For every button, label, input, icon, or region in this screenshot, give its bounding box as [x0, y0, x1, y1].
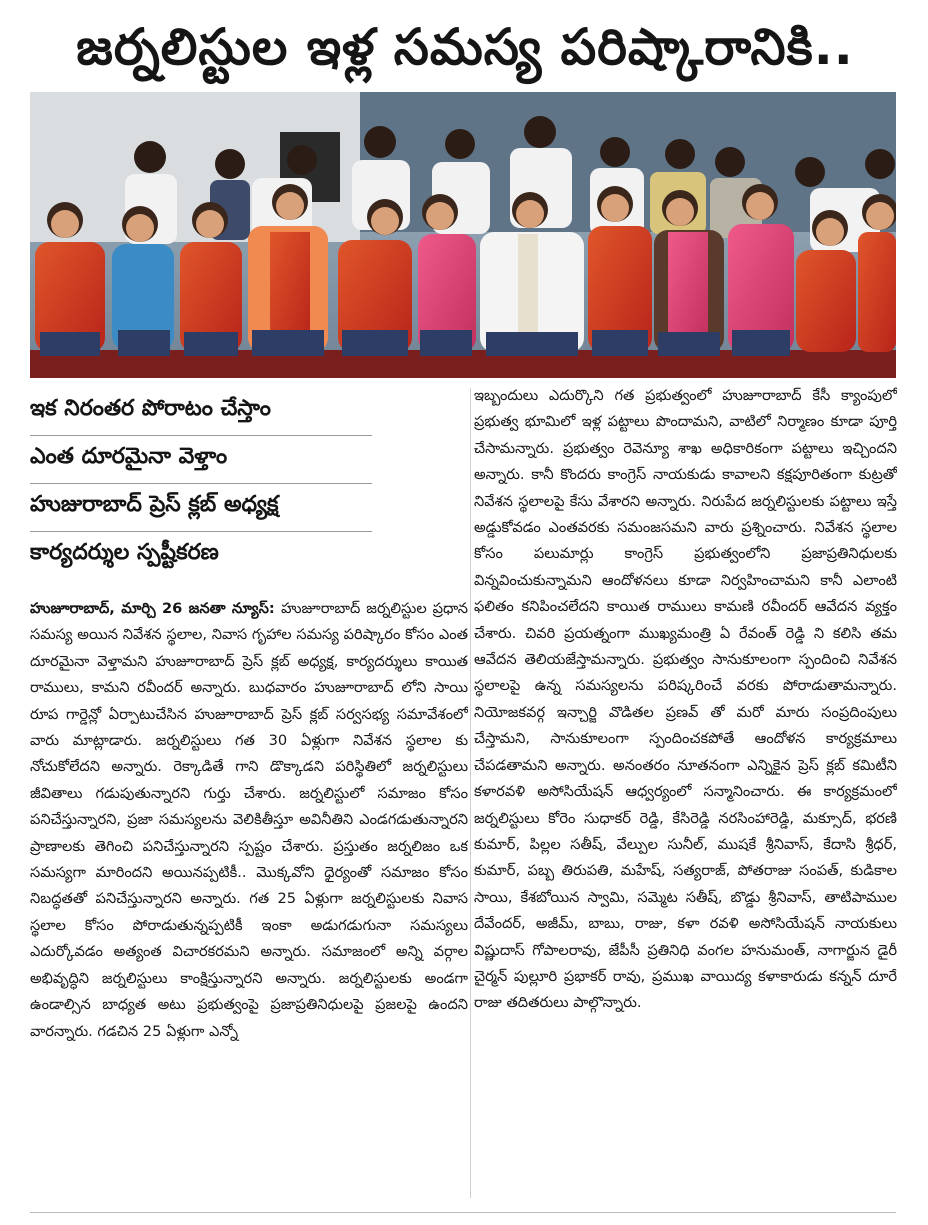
article-column-left	[30, 596, 468, 1204]
subhead-1: ఇక నిరంతర పోరాటం చేస్తాం	[30, 388, 372, 436]
footer-rule	[30, 1212, 896, 1213]
headline: జర్నలిస్టుల ఇళ్ల సమస్య పరిష్కారానికి..	[76, 18, 854, 76]
article-body-left: హుజూరాబాద్ జర్నలిస్టుల ప్రధాన సమస్య అయిన నివేశన స్థలాల, నివాస గృహాల సమస్య పరిష్కారం కోసం ఎంత దూరమైనా వెళ్తామని హుజూరాబాద్ ప్రెస్ క్లబ్ అధ్యక్ష, కార్యదర్శులు కాయిత రాములు, కామని రవీందర్ అన్నారు. బుధవారం హుజూరాబాద్ లోని సాయి రూప గార్డెన్లో ఏర్పాటుచేసిన హుజూరాబాద్ ప్రెస్ క్లబ్ సర్వసభ్య సమావేశంలో వారు మాట్లాడారు. జర్నలిస్టులు గత 30 ఏళ్లుగా నివేశన స్థలాల కు నోచుకోలేదని అన్నారు. రెక్కాడితే గాని డొక్కాడని పరిస్థితిలో జర్నలిస్టులు జీవితాలు గడుపుతున్నారని గుర్తు చేశారు. జర్నలిస్టులో సమాజం కోసం పనిచేస్తున్నారని, ప్రజా సమస్యలను వెలికితీస్తూ అవినీతిని ఎండగడుతున్నారని ప్రాణాలకు తెగించి పనిచేస్తున్నారని స్పష్టం చేశారు. ప్రస్తుతం జర్నలిజం ఒక సమస్యగా మారిందని అయినప్పటికీ.. మొక్కవోని ధైర్యంతో సమాజం కోసం నిబద్ధతతో పనిచేస్తున్నారని అన్నారు. గత 25 ఏళ్లుగా జర్నలిస్టులకు నివాస స్థలాల కోసం పోరాడుతున్నప్పటికీ ఇంకా అడుగడుగునా సమస్యలు ఎదుర్కోవడం అత్యంత విచారకరమని అన్నారు. సమాజంలో అన్ని వర్గాల అభివృద్ధిని జర్నలిస్టులు కాంక్షిస్తున్నారని అన్నారు. జర్నలిస్టులకు అండగా ఉండాల్సిన బాధ్యత అటు ప్రభుత్వంపై ప్రజాప్రతినిధులపై ప్రజలపై ఉందని వారన్నారు. గడచిన 25 ఏళ్లుగా ఎన్నో	[30, 600, 468, 1040]
subheadings	[30, 388, 372, 584]
subhead-2: ఎంత దూరమైనా వెళ్తాం	[30, 436, 372, 484]
subhead-3: హుజురాబాద్ ప్రెస్ క్లబ్ అధ్యక్ష	[30, 484, 372, 532]
dateline: హుజూరాబాద్, మార్చి 26 జనతా న్యూస్:	[30, 600, 282, 617]
group-photo	[30, 92, 896, 378]
group-photo-illustration	[30, 92, 896, 378]
article-column-right	[474, 383, 897, 1203]
column-divider	[470, 388, 471, 1198]
article-body-right: ఇబ్బందులు ఎదుర్కొని గత ప్రభుత్వంలో హుజూరాబాద్ కేసీ క్యాంపులో ప్రభుత్వ భూమిలో ఇళ్ల పట్టాలు పొందామని, వాటిలో నిర్మాణం కూడా పూర్తి చేసామన్నారు. ప్రభుత్వం రెవెన్యూ శాఖ అధికారికంగా పట్టాలు ఇచ్చిందని అన్నారు. కానీ కొందరు కాంగ్రెస్ నాయకుడు కావాలని కక్షపూరితంగా కుట్రతో నివేశన స్థలాలపై కేసు వేశారని అన్నారు. నిరుపేద జర్నలిస్టులకు పట్టాలు ఇస్తే అడ్డుకోవడం ఎంతవరకు సమంజసమని వారు ప్రశ్నించారు. నివేశన స్థలాల కోసం పలుమార్లు కాంగ్రెస్ ప్రభుత్వంలోని ప్రజాప్రతినిధులకు విన్నవించుకున్నామని ఆందోళనలు కూడా నిర్వహించామని కానీ ఎలాంటి ఫలితం కనిపించలేదని కాయిత రాములు కామణి రవీందర్ ఆవేదన వ్యక్తం చేశారు. చివరి ప్రయత్నంగా ముఖ్యమంత్రి ఏ రేవంత్ రెడ్డి ని కలిసి తమ ఆవేదన తెలియజేస్తామన్నారు. ప్రభుత్వం సానుకూలంగా స్పందించి నివేశన స్థలాలపై ఉన్న సమస్యలను పరిష్కరించే వరకు పోరాడుతామన్నారు. నియోజకవర్గ ఇన్చార్జి వొడితల ప్రణవ్ తో మరో మారు సంప్రదింపులు చేస్తామని, సానుకూలంగా స్పందించకపోతే ఆందోళన కార్యక్రమాలు చేపడతామని అన్నారు. అనంతరం నూతనంగా ఎన్నికైన ప్రెస్ క్లబ్ కమిటీని కళారవళి అసోసియేషన్ ఆధ్వర్యంలో సన్మానించారు. ఈ కార్యక్రమంలో జర్నలిస్టులు కోరెం సుధాకర్ రెడ్డి, కేసిరెడ్డి నరసింహారెడ్డి, మక్సూద్, భరణి కుమార్, పిల్లల సతీష్, వేల్పుల సునీల్, ముషకే శ్రీనివాస్, కేదాసి శ్రీధర్, కుమార్, పబ్బ తిరుపతి, మహేష్, సత్యరాజ్, పోతరాజు సంపత్, కుడికాల సాయి, కేశబోయిన స్వామి, సమ్మెట సతీష్, బొడ్డు శ్రీనివాస్, తాటిపాముల దేవేందర్, అజీమ్, బాబు, రాజు, కళా రవళి అసోసియేషన్ నాయకులు విష్ణుదాస్ గోపాలరావు, జేపీసీ ప్రతినిధి వంగల హనుమంత్, నాగార్జున డైరీ చైర్మన్ పుల్లూరి ప్రభాకర్ రావు, ప్రముఖ వాయిద్య కళాకారుడు కన్నన్ దూరే రాజు తదితరులు పాల్గొన్నారు.	[474, 387, 897, 1012]
subhead-4: కార్యదర్శుల స్పష్టీకరణ	[30, 540, 219, 565]
